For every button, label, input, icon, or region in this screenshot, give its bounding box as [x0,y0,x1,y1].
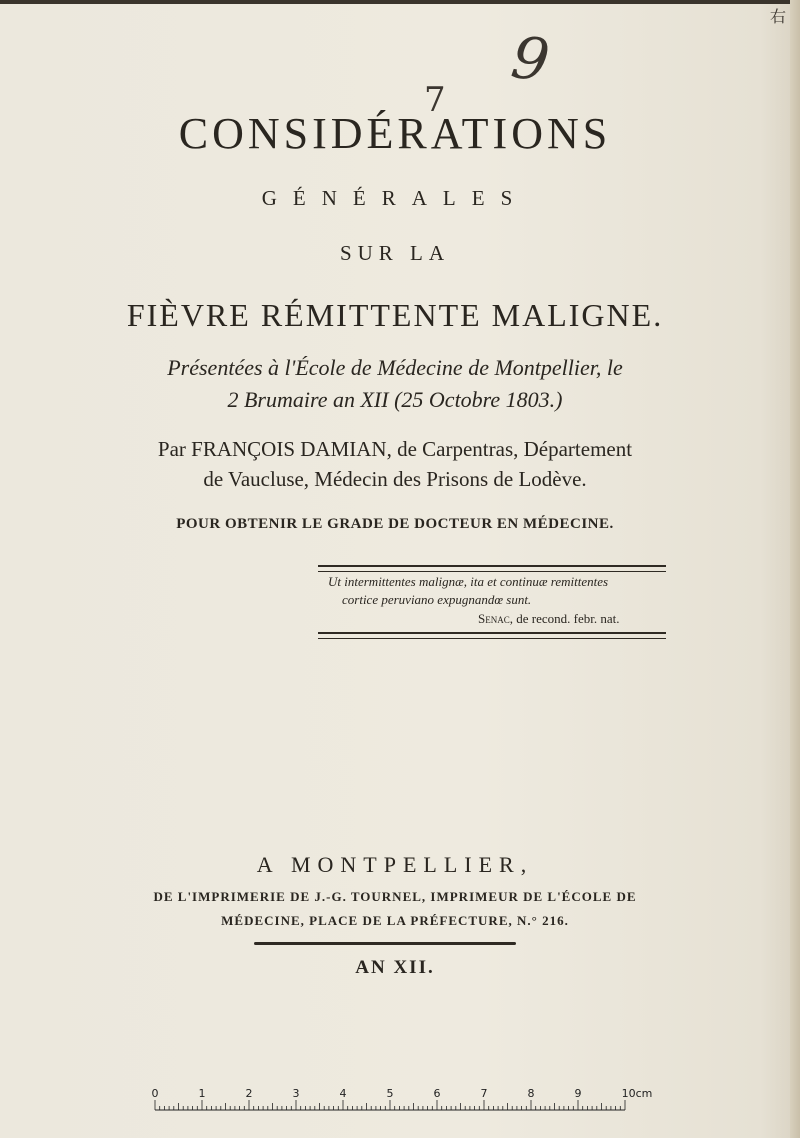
epigraph-bottom-rule [318,632,666,639]
ruler-label: 5 [386,1087,394,1100]
ruler-label: 2 [245,1087,253,1100]
ruler-label: 10cm [621,1087,653,1100]
ruler-label: 1 [198,1087,206,1100]
corner-mark: 右 [770,7,787,26]
epigraph-author: Senac [478,611,510,626]
imprint-rule [254,942,516,945]
epigraph-source: , de recond. febr. nat. [509,611,620,626]
ruler-label: 7 [480,1087,488,1100]
ruler-label: 4 [339,1087,347,1100]
ruler-label: 8 [527,1087,535,1100]
epigraph-attribution [478,611,619,627]
degree-statement: POUR OBTENIR LE GRADE DE DOCTEUR EN MÉDECINE. [176,516,614,532]
handwritten-number: 7 [424,80,446,120]
title-line-2: GÉNÉRALES [261,186,529,210]
scale-ruler-graphic [150,1086,653,1114]
presentation-line-2: 2 Brumaire an XII (25 Octobre 1803.) [227,387,563,412]
ruler-label: 6 [433,1087,441,1100]
page-binding-edge [790,0,800,1138]
ruler-label: 0 [151,1087,159,1100]
title-line-1: CONSIDÉRATIONS [178,109,612,158]
imprint-printer-line-1: DE L'IMPRIMERIE DE J.-G. TOURNEL, IMPRIMEUR DE L'ÉCOLE DE [153,889,637,904]
imprint-city: A MONTPELLIER, [256,852,534,877]
author-line-1: Par FRANÇOIS DAMIAN, de Carpentras, Département [157,437,633,461]
epigraph-line-2: cortice peruviano expugnandœ sunt. [342,592,532,607]
imprint-printer-line-2: MÉDECINE, PLACE DE LA PRÉFECTURE, N.° 216. [221,913,569,928]
scale-ruler [150,1086,653,1114]
ruler-label: 9 [574,1087,582,1100]
title-line-4: FIÈVRE RÉMITTENTE MALIGNE. [126,297,664,333]
handwritten-folio-number: 9 [507,22,554,96]
ruler-label: 3 [292,1087,300,1100]
presentation-line-1: Présentées à l'École de Médecine de Montpellier, le [167,355,623,380]
page-top-edge [0,0,800,4]
imprint-year: AN XII. [355,957,435,978]
title-line-3: SUR LA [339,241,451,265]
author-line-2: de Vaucluse, Médecin des Prisons de Lodève. [203,467,587,491]
epigraph-top-rule [318,565,666,572]
epigraph-line-1: Ut intermittentes malignæ, ita et continuæ remittentes [328,574,609,589]
